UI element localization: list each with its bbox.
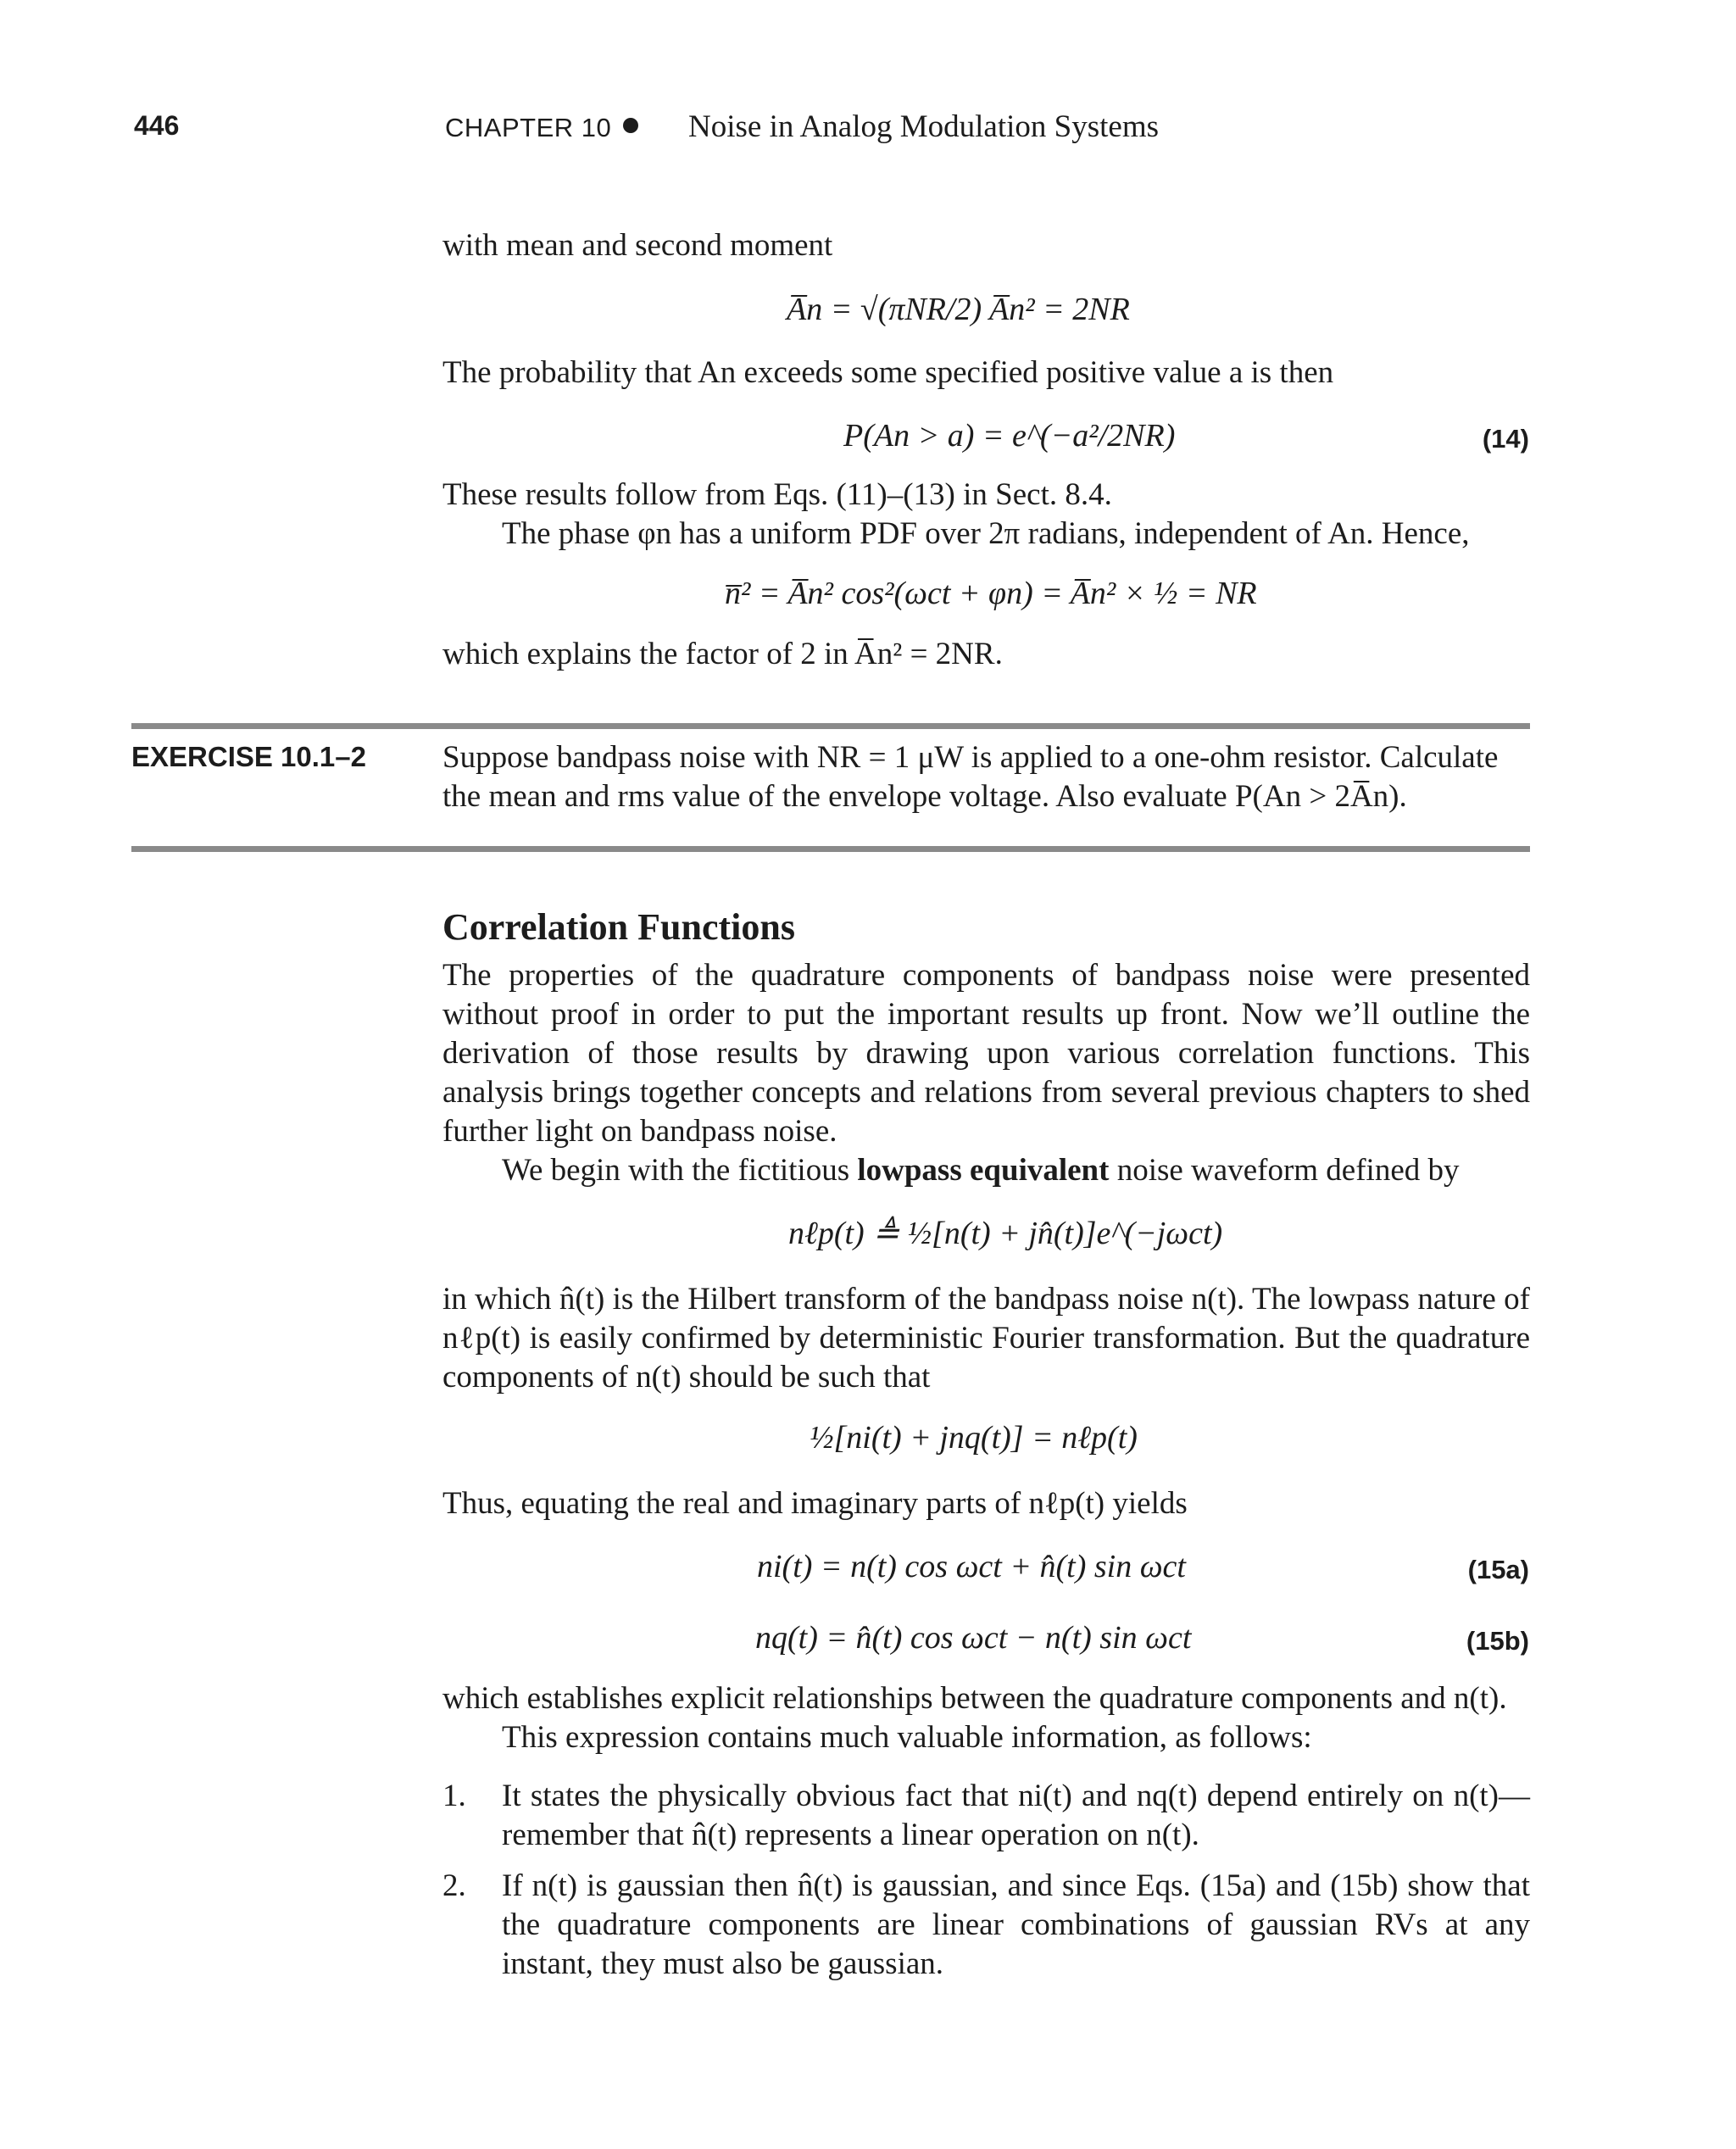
list-item-number: 1.: [442, 1779, 466, 1813]
explain-line: which explains the factor of 2 in A̅n² = 2NR.: [442, 637, 1003, 671]
section-heading: Correlation Functions: [442, 906, 795, 948]
page-number: 446: [134, 110, 180, 141]
header-bullet-icon: [623, 118, 638, 133]
establish-line: which establishes explicit relationships between the quadrature components and n(t).: [442, 1681, 1507, 1716]
exercise-top-rule: [131, 723, 1530, 729]
list-item-text: If n(t) is gaussian then n̂(t) is gaussian, and since Eqs. (15a) and (15b) show that the quadrature components are linear combinations of gaussian RVs at any instant, they must also be gaussian.: [502, 1868, 1530, 1981]
exercise-bottom-rule: [131, 846, 1530, 852]
probability-line: The probability that An exceeds some specified positive value a is then: [442, 355, 1334, 390]
equation-quadrature: ½[ni(t) + jnq(t)] = nℓp(t): [810, 1420, 1138, 1456]
intro-line: with mean and second moment: [442, 228, 833, 263]
exercise-line-2: the mean and rms value of the envelope voltage. Also evaluate P(An > 2A̅n).: [442, 779, 1407, 814]
equation-15b: nq(t) = n̂(t) cos ωct − n(t) sin ωct: [755, 1620, 1192, 1656]
list-item: [442, 1777, 1530, 1855]
results-line: These results follow from Eqs. (11)–(13) in Sect. 8.4.: [442, 477, 1112, 512]
equation-mean: A̅n = √(πNR/2) A̅n² = 2NR: [787, 292, 1130, 327]
paragraph-3: in which n̂(t) is the Hilbert transform of the bandpass noise n(t). The lowpass nature of nℓp(t) is easily confirmed by deterministic Fourier transformation. But the quadrature components of n(t) should be such that: [442, 1282, 1530, 1395]
chapter-label: CHAPTER 10: [445, 113, 612, 142]
chapter-title: Noise in Analog Modulation Systems: [688, 109, 1159, 144]
contains-line: This expression contains much valuable information, as follows:: [502, 1720, 1312, 1755]
equation-14: P(An > a) = e^(−a²/2NR): [843, 418, 1176, 454]
equation-number-15a: (15a): [1467, 1555, 1529, 1584]
phase-line: The phase φn has a uniform PDF over 2π radians, independent of An. Hence,: [502, 516, 1470, 551]
thus-line: Thus, equating the real and imaginary parts of nℓp(t) yields: [442, 1486, 1188, 1521]
exercise-line-1: Suppose bandpass noise with NR = 1 μW is applied to a one-ohm resistor. Calculate: [442, 740, 1499, 775]
paragraph-1: The properties of the quadrature components of bandpass noise were presented without proof in order to put the important results up front. Now we’ll outline the derivation of those results by drawing upon various correlation functions. This analysis brings together concepts and relations from several previous chapters to shed further light on bandpass noise.: [442, 958, 1530, 1149]
equation-15a: ni(t) = n(t) cos ωct + n̂(t) sin ωct: [757, 1549, 1186, 1584]
paragraph-2-end: noise waveform defined by: [1109, 1153, 1460, 1188]
paragraph-2: [442, 1151, 1530, 1190]
paragraph-2-start: We begin with the fictitious: [502, 1153, 858, 1188]
list-item: [442, 1867, 1530, 1984]
equation-lowpass: nℓp(t) ≜ ½[n(t) + jn̂(t)]e^(−jωct): [788, 1216, 1223, 1251]
lowpass-equivalent-term: lowpass equivalent: [857, 1153, 1110, 1188]
list-item-number: 2.: [442, 1868, 466, 1903]
list-item-text: It states the physically obvious fact that ni(t) and nq(t) depend entirely on n(t)—remember that n̂(t) represents a linear operation on n(t).: [502, 1779, 1530, 1852]
equation-number-15b: (15b): [1466, 1626, 1529, 1656]
exercise-label: EXERCISE 10.1–2: [131, 741, 366, 772]
equation-n-squared: n̅² = A̅n² cos²(ωct + φn) = A̅n² × ½ = NR: [725, 576, 1257, 611]
equation-number-14: (14): [1482, 424, 1529, 454]
